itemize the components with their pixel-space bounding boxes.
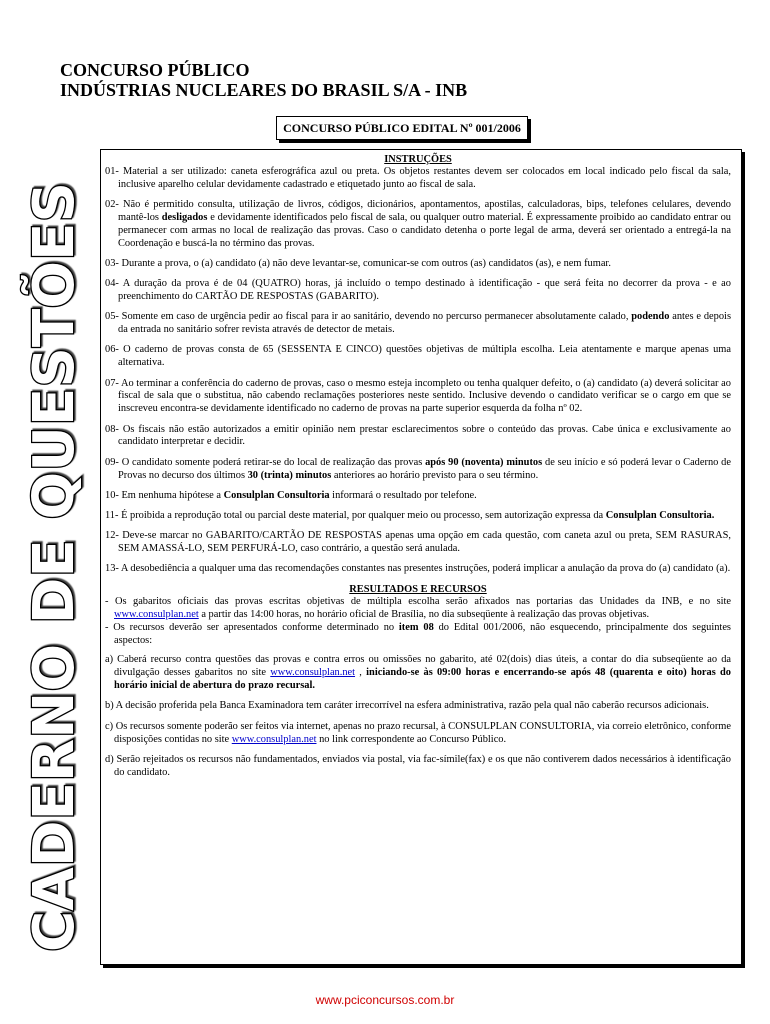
instruction-13: 13- A desobediência a qualquer uma das recomendações constantes nas presentes instruções, poderá implicar a anulação da prova do (a) candidato (a). (105, 563, 731, 575)
instruction-10: 10- Em nenhuma hipótese a Consulplan Consultoria informará o resultado por telefone. (105, 489, 477, 501)
consulplan-link[interactable]: www.consulplan.net (114, 609, 199, 621)
side-title-text: CADERNO DE QUESTÕES (22, 185, 87, 952)
instruction-01: 01- Material a ser utilizado: caneta esferográfica azul ou preta. Os objetos restantes devem ser colocados em local indicado pelo fiscal da sala, inclusive aparelho celular devidamente cadastrado e etiquetado junto ao fiscal de sala. (105, 166, 731, 190)
side-title (22, 178, 87, 956)
instruction-12: 12- Deve-se marcar no GABARITO/CARTÃO DE RESPOSTAS apenas uma opção em cada questão, com caneta azul ou preta, SEM RASURAS, SEM AMASSÁ-LO, SEM PERFURÁ-LO, caso contrário, a questão será anulada. (105, 530, 731, 555)
instruction-09: 09- O candidato somente poderá retirar-se do local de realização das provas após 90 (noventa) minutos de seu início e só poderá levar o Caderno de Provas no decurso dos últimos 30 (trinta) minutos anteriores ao horário previsto para o seu término. (105, 456, 731, 481)
page-header (60, 60, 467, 100)
instruction-11: 11- É proibida a reprodução total ou parcial deste material, por qualquer meio ou processo, sem autorização expressa da Consulplan Consultoria. (105, 510, 715, 521)
footer-url[interactable]: www.pciconcursos.com.br (315, 993, 455, 1007)
instruction-05: 05- Somente em caso de urgência pedir ao fiscal para ir ao sanitário, devendo no percurso permanecer absolutamente calado, podendo antes e depois da entrada no sanitário sofrer revista através de detector de metais. (105, 311, 731, 336)
instruction-06: 06- O caderno de provas consta de 65 (SESSENTA E CINCO) questões objetivas de múltipla escolha. Leia atentamente e marque apenas uma alternativa. (105, 344, 731, 369)
header-line-1: CONCURSO PÚBLICO (60, 60, 250, 80)
results-item-a: a) Caberá recurso contra questões das provas e contra erros ou omissões no gabarito, até 02(dois) dias úteis, a contar do dia subseqüente ao da divulgação desses gabaritos no site www.consulplan.net , iniciando-se às 09:00 horas e encerrando-se após 48 (quarenta e oito) horas do horário inicial de abertura do prazo recursal. (105, 654, 731, 691)
instruction-03: 03- Durante a prova, o (a) candidato (a) não deve levantar-se, comunicar-se com outros (as) candidatos (as), e nem fumar. (105, 258, 611, 270)
instructions-title: INSTRUÇÕES (384, 154, 452, 165)
results-item-c: c) Os recursos somente poderão ser feitos via internet, apenas no prazo recursal, à CONSULPLAN CONSULTORIA, via correio eletrônico, conforme disposições contidas no site www.consulplan.net no link correspondente ao Concurso Público. (105, 720, 731, 745)
instruction-08: 08- Os fiscais não estão autorizados a emitir opinião nem prestar esclarecimentos sobre o conteúdo das provas. Cabe única e exclusivamente ao candidato interpretar e decidir. (105, 423, 731, 448)
instructions-box (100, 149, 742, 965)
results-bullet-2: - Os recursos deverão ser apresentados conforme determinado no item 08 do Edital 001/2006, não esquecendo, principalmente dos seguintes aspectos: (105, 622, 731, 647)
instruction-04: 04- A duração da prova é de 04 (QUATRO) horas, já incluído o tempo destinado à identificação - que será feita no decorrer da prova - e ao preenchimento do CARTÃO DE RESPOSTAS (GABARITO). (105, 278, 731, 303)
header-line-2: INDÚSTRIAS NUCLEARES DO BRASIL S/A - INB (60, 80, 468, 100)
consulplan-link[interactable]: www.consulplan.net (231, 733, 317, 745)
results-bullet-1: - Os gabaritos oficiais das provas escritas objetivas de múltipla escolha serão afixados nas portarias das Unidades da INB, e no site www.consulplan.net a partir das 14:00 horas, no horário oficial de Brasília, no dia subseqüente à realização das provas objetivas. (105, 596, 731, 621)
results-item-d: d) Serão rejeitados os recursos não fundamentados, enviados via postal, via fac-símile(fax) e os que não contiverem dados necessários à identificação do candidato. (105, 753, 731, 778)
instruction-02: 02- Não é permitido consulta, utilização de livros, códigos, dicionários, apontamentos, apostilas, calculadoras, bips, telefones celulares, devendo mantê-los desligados e devidamente identificados pelo fiscal de sala, ou qualquer outro material. É expressamente proibido ao candidato entrar ou permanecer com armas no local de realização das provas. Caso o candidato detenha o porte legal de arma, deverá ser orientado a entregá-la na Coordenação e buscá-la no término das provas. (105, 199, 731, 249)
consulplan-link[interactable]: www.consulplan.net (270, 666, 356, 678)
results-title: RESULTADOS E RECURSOS (349, 583, 487, 595)
instruction-07: 07- Ao terminar a conferência do caderno de provas, caso o mesmo esteja incompleto ou tenha qualquer defeito, o (a) candidato (a) deverá solicitar ao fiscal de sala que o substitua, não cabendo reclamações posteriores neste sentido. Inclusive devendo o candidato verificar se o cargo em que se inscreveu encontra-se devidamente identificado no caderno de provas na parte superior esquerda da folha nº 02. (105, 377, 731, 415)
results-item-b: b) A decisão proferida pela Banca Examinadora tem caráter irrecorrível na esfera administrativa, razão pela qual não caberão recursos adicionais. (105, 700, 709, 712)
edital-box: CONCURSO PÚBLICO EDITAL Nº 001/2006 (276, 116, 528, 140)
